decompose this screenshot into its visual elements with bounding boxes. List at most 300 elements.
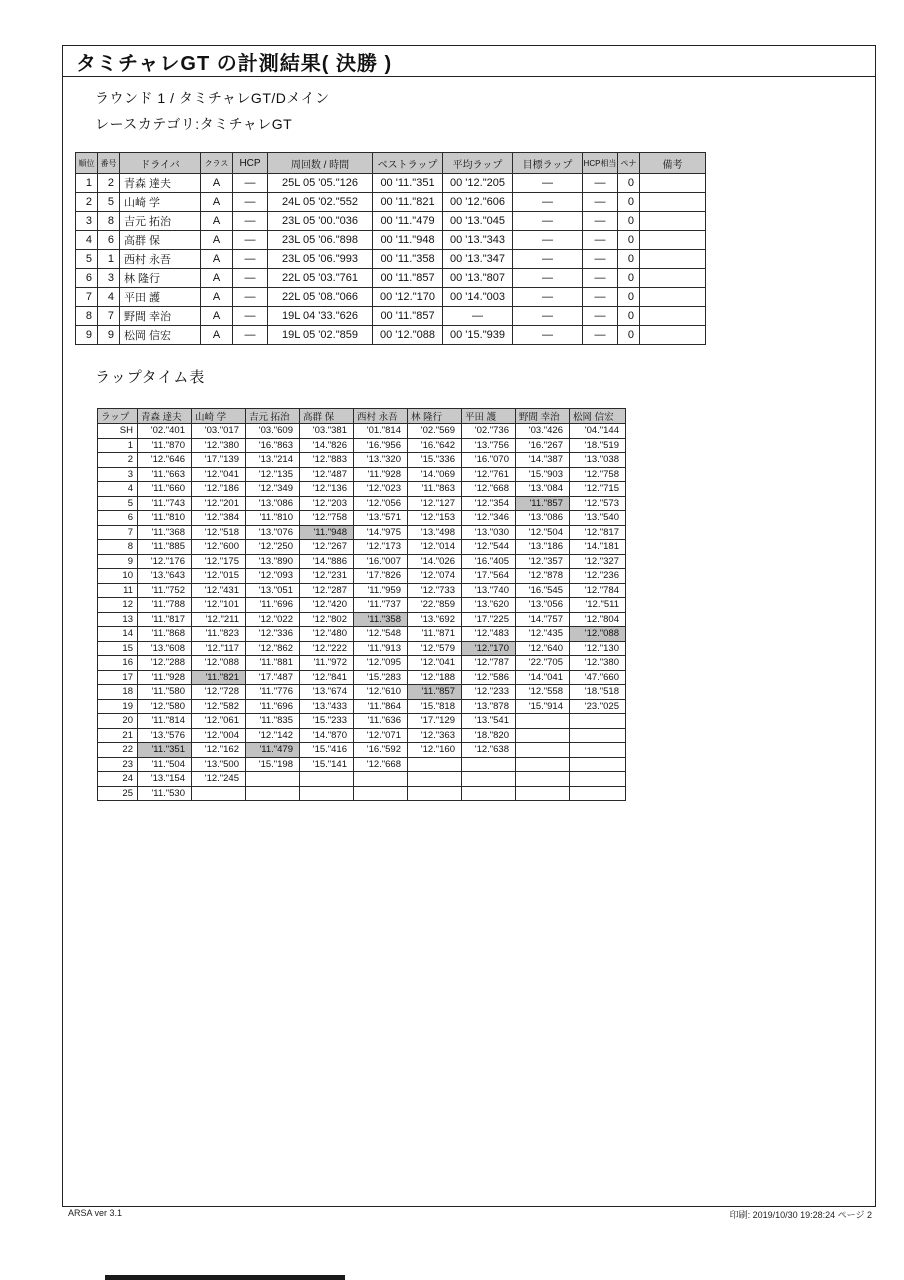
lap-cell: '02."569 (408, 424, 462, 439)
best-lap-cell: '12."088 (570, 627, 626, 642)
results-cell: 高群 保 (120, 231, 201, 250)
lap-cell: '13."756 (462, 438, 516, 453)
lap-cell: '12."558 (516, 685, 570, 700)
results-cell: — (233, 193, 268, 212)
lap-cell: '14."041 (516, 670, 570, 685)
column-header: 野間 幸治 (516, 409, 570, 424)
lap-cell: '12."346 (462, 511, 516, 526)
lap-cell: '12."586 (462, 670, 516, 685)
column-header: HCP (233, 153, 268, 174)
lap-cell: '12."878 (516, 569, 570, 584)
results-cell: 野間 幸治 (120, 307, 201, 326)
lap-cell (516, 714, 570, 729)
lap-cell (516, 743, 570, 758)
lap-cell: '12."420 (300, 598, 354, 613)
lap-cell (300, 786, 354, 801)
results-cell: — (513, 231, 583, 250)
lap-cell (192, 786, 246, 801)
lap-cell: '12."211 (192, 612, 246, 627)
lap-cell: '12."233 (462, 685, 516, 700)
lap-cell: 9 (98, 554, 138, 569)
print-info: 印刷: 2019/10/30 19:28:24 ページ 2 (729, 1210, 872, 1220)
results-cell: 00 '11."358 (373, 250, 443, 269)
results-cell: 4 (76, 231, 98, 250)
results-cell (640, 288, 706, 307)
results-cell: — (583, 288, 618, 307)
lap-cell: '12."668 (462, 482, 516, 497)
lap-cell: '11."913 (354, 641, 408, 656)
lap-cell: 1 (98, 438, 138, 453)
lap-cell: '12."544 (462, 540, 516, 555)
lap-cell: '18."519 (570, 438, 626, 453)
table-row (76, 212, 706, 231)
lap-cell: '23."025 (570, 699, 626, 714)
lap-cell: 19 (98, 699, 138, 714)
lap-cell: '15."283 (354, 670, 408, 685)
lap-cell: '12."173 (354, 540, 408, 555)
lap-cell: '12."136 (300, 482, 354, 497)
lap-cell: '11."504 (138, 757, 192, 772)
results-cell: — (513, 269, 583, 288)
results-cell: 00 '13."807 (443, 269, 513, 288)
results-cell: 7 (76, 288, 98, 307)
table-row (98, 496, 626, 511)
lap-cell: '16."267 (516, 438, 570, 453)
results-cell: — (233, 307, 268, 326)
results-cell: 00 '11."857 (373, 307, 443, 326)
results-cell: A (201, 174, 233, 193)
results-cell: 2 (76, 193, 98, 212)
lap-cell: '11."580 (138, 685, 192, 700)
lap-cell: '12."061 (192, 714, 246, 729)
lap-table (97, 408, 626, 801)
results-cell: 0 (618, 212, 640, 231)
lap-cell: '14."181 (570, 540, 626, 555)
lap-cell: '18."518 (570, 685, 626, 700)
table-row (98, 511, 626, 526)
lap-cell: '15."233 (300, 714, 354, 729)
lap-cell: '12."056 (354, 496, 408, 511)
best-lap-cell: '11."948 (300, 525, 354, 540)
lap-cell: '12."761 (462, 467, 516, 482)
column-header: ラップ (98, 409, 138, 424)
lap-cell: '13."214 (246, 453, 300, 468)
lap-cell: '16."642 (408, 438, 462, 453)
results-cell: — (513, 250, 583, 269)
lap-cell: '12."580 (138, 699, 192, 714)
column-header: 番号 (98, 153, 120, 174)
lap-cell: '13."076 (246, 525, 300, 540)
results-cell: 19L 05 '02."859 (268, 326, 373, 345)
lap-cell: '12."186 (192, 482, 246, 497)
results-cell: A (201, 193, 233, 212)
table-row (98, 641, 626, 656)
lap-cell: '13."433 (300, 699, 354, 714)
lap-cell: '13."056 (516, 598, 570, 613)
lap-cell: '11."696 (246, 699, 300, 714)
lap-cell: '13."186 (516, 540, 570, 555)
lap-cell: '01."814 (354, 424, 408, 439)
lap-cell (354, 772, 408, 787)
lap-cell: '12."733 (408, 583, 462, 598)
table-row (98, 714, 626, 729)
lap-cell: '17."225 (462, 612, 516, 627)
lap-cell: '11."810 (246, 511, 300, 526)
lap-cell: '11."928 (138, 670, 192, 685)
lap-cell: '11."737 (354, 598, 408, 613)
lap-cell: '14."757 (516, 612, 570, 627)
results-cell (640, 250, 706, 269)
results-cell: 00 '11."857 (373, 269, 443, 288)
lap-cell: '12."176 (138, 554, 192, 569)
lap-cell: '15."903 (516, 467, 570, 482)
lap-cell: '17."139 (192, 453, 246, 468)
best-lap-cell: '11."351 (138, 743, 192, 758)
results-cell: A (201, 212, 233, 231)
results-cell: 25L 05 '05."126 (268, 174, 373, 193)
lap-cell: '11."817 (138, 612, 192, 627)
lap-cell: '12."014 (408, 540, 462, 555)
race-category: レースカテゴリ:タミチャレGT (95, 116, 293, 132)
results-cell: — (583, 250, 618, 269)
lap-cell: '17."129 (408, 714, 462, 729)
lap-cell: '14."387 (516, 453, 570, 468)
results-cell: 山崎 学 (120, 193, 201, 212)
results-cell: — (233, 269, 268, 288)
results-cell (640, 326, 706, 345)
lap-cell: '12."245 (192, 772, 246, 787)
lap-cell: '11."881 (246, 656, 300, 671)
table-row (98, 554, 626, 569)
lap-cell: 6 (98, 511, 138, 526)
lap-cell: '12."349 (246, 482, 300, 497)
results-cell: 22L 05 '03."761 (268, 269, 373, 288)
table-row (98, 438, 626, 453)
lap-cell: '15."336 (408, 453, 462, 468)
lap-cell: '12."582 (192, 699, 246, 714)
lap-cell (246, 786, 300, 801)
results-cell: 青森 達夫 (120, 174, 201, 193)
table-row (98, 685, 626, 700)
column-header: HCP相当 (583, 153, 618, 174)
column-header: ペナ (618, 153, 640, 174)
lap-cell: '13."878 (462, 699, 516, 714)
table-row (76, 231, 706, 250)
lap-cell: '17."564 (462, 569, 516, 584)
lap-cell: '14."826 (300, 438, 354, 453)
table-row (76, 174, 706, 193)
header-row (98, 409, 626, 424)
lap-cell: '11."752 (138, 583, 192, 598)
results-cell: — (233, 174, 268, 193)
lap-cell: '03."609 (246, 424, 300, 439)
results-cell: — (233, 326, 268, 345)
lap-cell: 2 (98, 453, 138, 468)
lap-cell: '16."956 (354, 438, 408, 453)
results-cell: 00 '12."170 (373, 288, 443, 307)
lap-cell: '12."117 (192, 641, 246, 656)
lap-cell: '14."975 (354, 525, 408, 540)
results-cell: 0 (618, 288, 640, 307)
results-cell (640, 269, 706, 288)
lap-cell: '12."354 (462, 496, 516, 511)
lap-cell: SH (98, 424, 138, 439)
lap-cell: '12."162 (192, 743, 246, 758)
lap-cell: '12."015 (192, 569, 246, 584)
lap-cell: '12."384 (192, 511, 246, 526)
lap-cell: '12."236 (570, 569, 626, 584)
lap-cell: '16."007 (354, 554, 408, 569)
results-cell: 西村 永吾 (120, 250, 201, 269)
results-cell: A (201, 250, 233, 269)
results-cell: — (513, 307, 583, 326)
lap-cell: '11."743 (138, 496, 192, 511)
lap-cell: '02."736 (462, 424, 516, 439)
lap-cell: 4 (98, 482, 138, 497)
lap-cell (570, 786, 626, 801)
column-header: クラス (201, 153, 233, 174)
results-cell: 林 隆行 (120, 269, 201, 288)
results-cell: — (583, 307, 618, 326)
lap-cell: 13 (98, 612, 138, 627)
lap-cell (408, 757, 462, 772)
results-cell: 00 '11."948 (373, 231, 443, 250)
column-header: 平均ラップ (443, 153, 513, 174)
results-cell (640, 193, 706, 212)
lap-cell (246, 772, 300, 787)
lap-cell: '12."600 (192, 540, 246, 555)
table-row (98, 627, 626, 642)
lap-cell: '12."127 (408, 496, 462, 511)
lap-cell: 8 (98, 540, 138, 555)
lap-cell: '12."862 (246, 641, 300, 656)
results-cell: 0 (618, 307, 640, 326)
lap-cell: 21 (98, 728, 138, 743)
lap-cell: '22."705 (516, 656, 570, 671)
lap-cell: '18."820 (462, 728, 516, 743)
lap-cell: '14."870 (300, 728, 354, 743)
lap-cell: 3 (98, 467, 138, 482)
table-row (98, 743, 626, 758)
results-cell: 00 '12."088 (373, 326, 443, 345)
lap-cell: '12."573 (570, 496, 626, 511)
column-header: 備考 (640, 153, 706, 174)
lap-table-title: ラップタイム表 (95, 369, 206, 386)
lap-cell: '16."863 (246, 438, 300, 453)
lap-cell: '12."487 (300, 467, 354, 482)
results-cell: 5 (76, 250, 98, 269)
table-row (98, 525, 626, 540)
results-cell: — (513, 212, 583, 231)
lap-cell: '16."592 (354, 743, 408, 758)
lap-cell: '12."511 (570, 598, 626, 613)
lap-cell: '12."022 (246, 612, 300, 627)
table-row (98, 772, 626, 787)
table-row (98, 670, 626, 685)
lap-cell: '15."818 (408, 699, 462, 714)
results-cell: — (583, 193, 618, 212)
lap-cell: '13."154 (138, 772, 192, 787)
lap-cell: '13."740 (462, 583, 516, 598)
results-cell: 0 (618, 174, 640, 193)
results-cell: — (233, 250, 268, 269)
lap-cell: '12."548 (354, 627, 408, 642)
best-lap-cell: '11."821 (192, 670, 246, 685)
lap-cell: '12."802 (300, 612, 354, 627)
table-row (98, 424, 626, 439)
lap-cell: '13."086 (246, 496, 300, 511)
results-cell: 00 '13."347 (443, 250, 513, 269)
lap-cell (462, 757, 516, 772)
lap-cell: '13."692 (408, 612, 462, 627)
results-cell: 8 (76, 307, 98, 326)
results-cell: 00 '11."821 (373, 193, 443, 212)
lap-cell: '12."435 (516, 627, 570, 642)
app-version: ARSA ver 3.1 (68, 1208, 123, 1218)
lap-cell: '03."426 (516, 424, 570, 439)
lap-cell: '12."646 (138, 453, 192, 468)
results-cell: 0 (618, 326, 640, 345)
table-row (76, 288, 706, 307)
title-box (63, 46, 875, 77)
results-cell: — (513, 174, 583, 193)
results-cell: 5 (98, 193, 120, 212)
lap-cell: '11."368 (138, 525, 192, 540)
lap-cell: '12."363 (408, 728, 462, 743)
lap-cell: '12."504 (516, 525, 570, 540)
next-page-edge (105, 1275, 345, 1280)
best-lap-cell: '11."857 (408, 685, 462, 700)
results-cell: 1 (98, 250, 120, 269)
lap-cell: 14 (98, 627, 138, 642)
lap-cell: '12."130 (570, 641, 626, 656)
results-cell: 0 (618, 269, 640, 288)
lap-cell: '12."357 (516, 554, 570, 569)
results-cell: 9 (76, 326, 98, 345)
header-row (76, 153, 706, 174)
results-cell: 4 (98, 288, 120, 307)
results-cell: 8 (98, 212, 120, 231)
lap-cell: '13."890 (246, 554, 300, 569)
lap-cell: '14."026 (408, 554, 462, 569)
lap-cell (516, 772, 570, 787)
results-cell: 0 (618, 250, 640, 269)
lap-cell: '12."222 (300, 641, 354, 656)
results-cell: 22L 05 '08."066 (268, 288, 373, 307)
lap-cell: '14."886 (300, 554, 354, 569)
lap-cell: 12 (98, 598, 138, 613)
results-cell: — (513, 288, 583, 307)
column-header: 山崎 学 (192, 409, 246, 424)
lap-cell: '03."381 (300, 424, 354, 439)
lap-cell: '13."576 (138, 728, 192, 743)
lap-cell: '12."784 (570, 583, 626, 598)
results-table (75, 152, 706, 345)
results-cell: A (201, 307, 233, 326)
lap-cell: '12."841 (300, 670, 354, 685)
column-header: 平田 護 (462, 409, 516, 424)
lap-cell: '12."327 (570, 554, 626, 569)
lap-cell: '12."804 (570, 612, 626, 627)
lap-cell: '12."188 (408, 670, 462, 685)
lap-cell: '12."041 (408, 656, 462, 671)
lap-cell: '12."175 (192, 554, 246, 569)
table-row (98, 728, 626, 743)
lap-cell: '11."972 (300, 656, 354, 671)
table-row (76, 326, 706, 345)
lap-cell: 11 (98, 583, 138, 598)
results-cell (640, 231, 706, 250)
round-subtitle: ラウンド 1 / タミチャレGT/Dメイン (95, 90, 330, 106)
lap-cell: '12."041 (192, 467, 246, 482)
lap-cell: '12."518 (192, 525, 246, 540)
lap-cell: '12."201 (192, 496, 246, 511)
lap-cell: '11."663 (138, 467, 192, 482)
results-cell: A (201, 269, 233, 288)
table-row (98, 467, 626, 482)
lap-cell: 20 (98, 714, 138, 729)
results-cell: 00 '14."003 (443, 288, 513, 307)
lap-cell: '12."638 (462, 743, 516, 758)
lap-cell: '12."640 (516, 641, 570, 656)
lap-cell: '12."715 (570, 482, 626, 497)
results-cell: 平田 護 (120, 288, 201, 307)
lap-cell (516, 786, 570, 801)
column-header: 高群 保 (300, 409, 354, 424)
lap-cell: '11."636 (354, 714, 408, 729)
results-cell: — (583, 231, 618, 250)
lap-cell: '16."405 (462, 554, 516, 569)
lap-cell: '12."250 (246, 540, 300, 555)
lap-cell: '13."086 (516, 511, 570, 526)
lap-cell: '16."545 (516, 583, 570, 598)
lap-cell (300, 772, 354, 787)
lap-cell: '13."320 (354, 453, 408, 468)
lap-cell: '11."871 (408, 627, 462, 642)
lap-cell (516, 757, 570, 772)
lap-cell: '03."017 (192, 424, 246, 439)
table-row (98, 757, 626, 772)
lap-cell: '14."069 (408, 467, 462, 482)
lap-cell: '11."959 (354, 583, 408, 598)
column-header: 目標ラップ (513, 153, 583, 174)
lap-cell: '12."668 (354, 757, 408, 772)
results-cell: 6 (98, 231, 120, 250)
lap-cell (570, 714, 626, 729)
results-cell: — (583, 269, 618, 288)
results-cell: A (201, 288, 233, 307)
table-row (98, 656, 626, 671)
results-cell: 00 '11."351 (373, 174, 443, 193)
best-lap-cell: '12."170 (462, 641, 516, 656)
column-header: ドライバ (120, 153, 201, 174)
page-title: タミチャレGT の計測結果( 決勝 ) (76, 52, 393, 75)
lap-cell: 15 (98, 641, 138, 656)
lap-cell: 7 (98, 525, 138, 540)
table-row (76, 269, 706, 288)
results-cell (640, 212, 706, 231)
lap-cell: '12."380 (570, 656, 626, 671)
results-cell: 00 '15."939 (443, 326, 513, 345)
lap-cell: '13."030 (462, 525, 516, 540)
lap-cell (570, 772, 626, 787)
column-header: 順位 (76, 153, 98, 174)
column-header: 青森 達夫 (138, 409, 192, 424)
lap-cell: '12."288 (138, 656, 192, 671)
lap-cell: 16 (98, 656, 138, 671)
lap-cell (570, 743, 626, 758)
lap-cell: '11."814 (138, 714, 192, 729)
